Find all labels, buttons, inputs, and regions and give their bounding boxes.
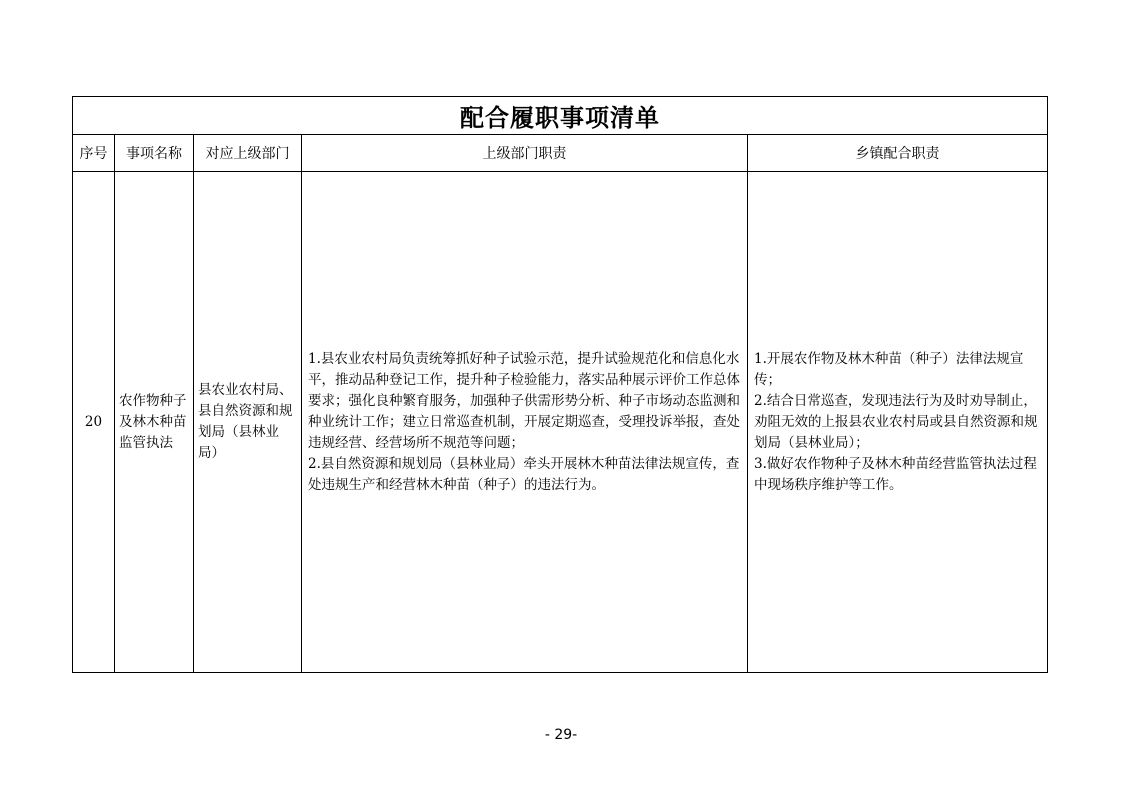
town-duty-cell	[748, 172, 1048, 673]
header-name: 事项名称	[115, 135, 194, 172]
header-upper-duty: 上级部门职责	[302, 135, 748, 172]
upper-department: 县农业农村局、县自然资源和规划局（县林业局）	[194, 172, 302, 673]
table-row	[73, 172, 1048, 673]
header-town-duty: 乡镇配合职责	[748, 135, 1048, 172]
town-duty-item: 1.开展农作物及林木种苗（种子）法律法规宣传；	[754, 350, 1024, 388]
town-duty-item: 3.做好农作物种子及林木种苗经营监管执法过程中现场秩序维护等工作。	[754, 455, 1037, 493]
upper-duty-cell	[302, 172, 748, 673]
header-no: 序号	[73, 135, 115, 172]
duty-list-table	[72, 96, 1048, 673]
upper-duty-item: 1.县农业农村局负责统筹抓好种子试验示范，提升试验规范化和信息化水平，推动品种登记工作，提升种子检验能力，落实品种展示评价工作总体要求；强化良种繁育服务，加强种子供需形势分析、种子市场动态监测和种业统计工作；建立日常巡查机制，开展定期巡查，受理投诉举报，查处违规经营、经营场所不规范等问题；	[308, 350, 740, 451]
header-row	[73, 135, 1048, 172]
upper-duty-item: 2.县自然资源和规划局（县林业局）牵头开展林木种苗法律法规宣传，查处违规生产和经营林木种苗（种子）的违法行为。	[308, 455, 740, 493]
table-title: 配合履职事项清单	[73, 97, 1048, 135]
town-duty-item: 2.结合日常巡查，发现违法行为及时劝导制止，劝阻无效的上报县农业农村局或县自然资源和规划局（县林业局）；	[754, 392, 1038, 451]
item-name: 农作物种子及林木种苗监管执法	[115, 172, 194, 673]
page-number: - 29-	[544, 727, 578, 743]
row-number: 20	[73, 172, 115, 673]
header-dept: 对应上级部门	[194, 135, 302, 172]
